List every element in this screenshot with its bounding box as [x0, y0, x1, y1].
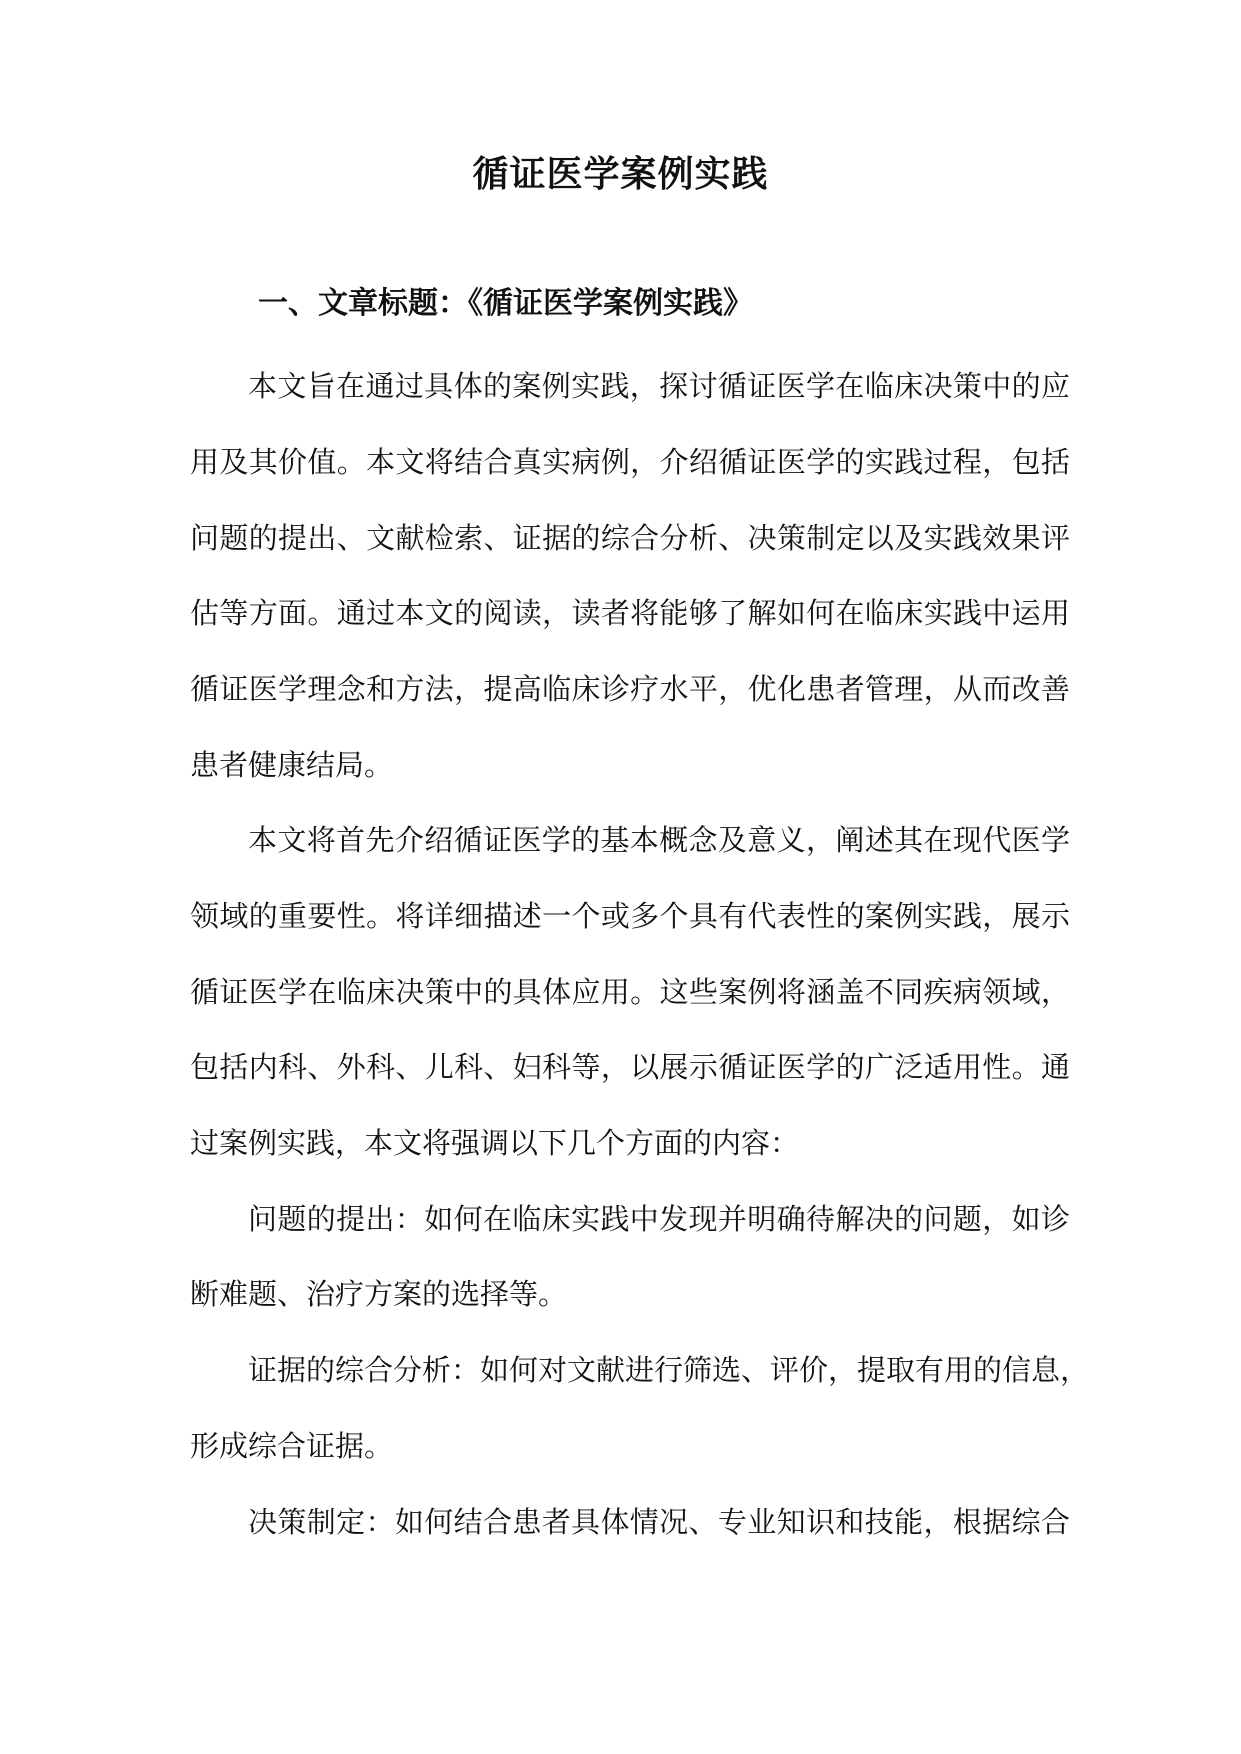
paragraph-line: 循证医学在临床决策中的具体应用。这些案例将涵盖不同疾病领域， — [190, 975, 1070, 1009]
paragraph-line: 用及其价值。本文将结合真实病例，介绍循证医学的实践过程，包括 — [190, 445, 1070, 479]
paragraph-line: 包括内科、外科、儿科、妇科等，以展示循证医学的广泛适用性。通 — [190, 1050, 1070, 1084]
paragraph-line: 领域的重要性。将详细描述一个或多个具有代表性的案例实践，展示 — [190, 899, 1070, 933]
document-title: 循证医学案例实践 — [472, 154, 769, 195]
paragraph-line: 循证医学理念和方法，提高临床诊疗水平，优化患者管理，从而改善 — [190, 672, 1070, 706]
paragraph-line: 决策制定：如何结合患者具体情况、专业知识和技能，根据综合 — [248, 1505, 1070, 1539]
paragraph-line: 本文将首先介绍循证医学的基本概念及意义，阐述其在现代医学 — [248, 823, 1070, 857]
paragraph-line: 过案例实践，本文将强调以下几个方面的内容： — [190, 1126, 800, 1160]
paragraph-line: 证据的综合分析：如何对文献进行筛选、评价，提取有用的信息， — [248, 1353, 1090, 1387]
paragraph-line: 形成综合证据。 — [190, 1429, 394, 1463]
section-heading: 一、文章标题：《循证医学案例实践》 — [258, 286, 753, 321]
paragraph-line: 问题的提出：如何在临床实践中发现并明确待解决的问题，如诊 — [248, 1202, 1070, 1236]
paragraph-line: 本文旨在通过具体的案例实践，探讨循证医学在临床决策中的应 — [248, 369, 1070, 403]
paragraph-line: 断难题、治疗方案的选择等。 — [190, 1277, 568, 1311]
paragraph-line: 问题的提出、文献检索、证据的综合分析、决策制定以及实践效果评 — [190, 521, 1070, 555]
paragraph-line: 患者健康结局。 — [190, 748, 394, 782]
paragraph-line: 估等方面。通过本文的阅读，读者将能够了解如何在临床实践中运用 — [190, 596, 1070, 630]
